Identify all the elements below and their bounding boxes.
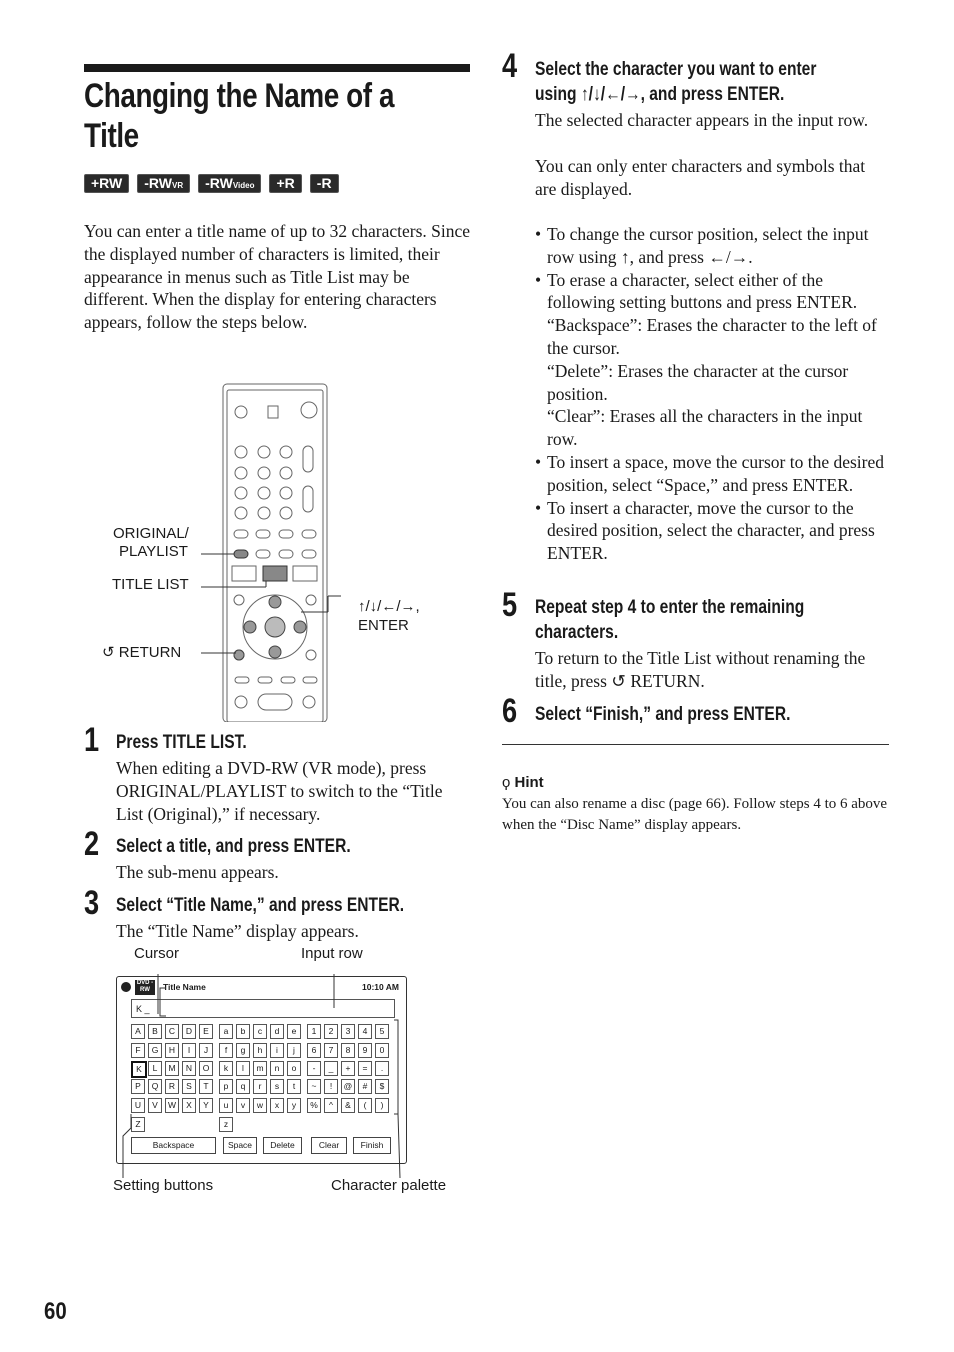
palette-key[interactable]: k [219, 1061, 233, 1076]
palette-key[interactable]: Z [131, 1117, 145, 1132]
step-5-heading-line2: characters. [535, 622, 619, 643]
palette-key[interactable]: 0 [375, 1043, 389, 1058]
palette-key[interactable]: D [182, 1024, 196, 1039]
palette-key[interactable]: 7 [324, 1043, 338, 1058]
delete-button[interactable]: Delete [263, 1137, 302, 1154]
palette-key[interactable]: # [358, 1079, 372, 1094]
palette-key[interactable]: d [270, 1024, 284, 1039]
palette-key[interactable]: I [182, 1043, 196, 1058]
palette-key[interactable]: ^ [324, 1098, 338, 1113]
palette-key[interactable]: 5 [375, 1024, 389, 1039]
palette-key[interactable]: f [219, 1043, 233, 1058]
label-title-list: TITLE LIST [112, 576, 189, 593]
palette-key[interactable]: g [236, 1043, 250, 1058]
palette-key[interactable]: q [236, 1079, 250, 1094]
step-4-number: 4 [502, 47, 518, 85]
backspace-button[interactable]: Backspace [131, 1137, 216, 1154]
palette-key[interactable]: w [253, 1098, 267, 1113]
step-6-number: 6 [502, 692, 518, 730]
label-setting-buttons: Setting buttons [113, 1177, 214, 1194]
label-cursor: Cursor [134, 945, 180, 962]
palette-key[interactable]: N [182, 1061, 196, 1076]
badge-plus-r: +R [269, 174, 301, 193]
palette-key[interactable]: l [236, 1061, 250, 1076]
dvd-rw-icon: DVD -RW [136, 980, 154, 993]
step-1-heading: Press TITLE LIST. [116, 732, 247, 753]
label-input-row: Input row [301, 945, 363, 962]
palette-key[interactable]: S [182, 1079, 196, 1094]
intro-paragraph: You can enter a title name of up to 32 characters. Since the displayed number of characters is limited, their appearance in menus such as Title List may be different. When the display for entering characters appears, follow the steps below. [84, 221, 471, 333]
palette-key[interactable]: u [219, 1098, 233, 1113]
return-icon: ↺ [102, 644, 119, 661]
palette-key[interactable]: ( [358, 1098, 372, 1113]
palette-key[interactable]: h [253, 1043, 267, 1058]
badge-plus-rw: +RW [84, 174, 129, 193]
title-rule [84, 64, 470, 72]
palette-key[interactable]: V [148, 1098, 162, 1113]
palette-key[interactable]: F [131, 1043, 145, 1058]
note-delete: “Delete”: Erases the character at the cursor position. [547, 360, 849, 404]
palette-key[interactable]: e [287, 1024, 301, 1039]
palette-key[interactable]: o [287, 1061, 301, 1076]
palette-key[interactable]: 3 [341, 1024, 355, 1039]
palette-key[interactable]: = [358, 1061, 372, 1076]
palette-key[interactable]: 2 [324, 1024, 338, 1039]
palette-key[interactable]: s [270, 1079, 284, 1094]
palette-key[interactable]: M [165, 1061, 179, 1076]
hint-body: You can also rename a disc (page 66). Follow steps 4 to 6 above when the “Disc Name” display appears. [502, 796, 888, 833]
palette-key[interactable]: K [131, 1061, 147, 1078]
label-enter: ENTER [358, 617, 409, 634]
label-playlist: PLAYLIST [119, 543, 188, 560]
step-5-body: To return to the Title List without renaming the title, press ↺ RETURN. [535, 648, 866, 691]
palette-key[interactable]: @ [341, 1079, 355, 1094]
label-arrows: ↑/↓/←/→, [358, 598, 420, 615]
palette-key[interactable]: z [219, 1117, 233, 1132]
palette-key[interactable]: H [165, 1043, 179, 1058]
finish-button[interactable]: Finish [353, 1137, 391, 1154]
palette-key[interactable]: U [131, 1098, 145, 1113]
palette-key[interactable]: _ [324, 1061, 338, 1076]
palette-key[interactable]: X [182, 1098, 196, 1113]
step-2-body: The sub-menu appears. [116, 862, 279, 882]
screen-title: Title Name [163, 982, 206, 992]
screen-callouts [110, 960, 410, 1190]
palette-key[interactable]: - [307, 1061, 321, 1076]
palette-key[interactable]: R [165, 1079, 179, 1094]
badge-minus-rw-vr: -RWVR [137, 174, 190, 193]
badge-minus-r: -R [310, 174, 339, 193]
palette-key[interactable]: n [270, 1061, 284, 1076]
step-2-heading: Select a title, and press ENTER. [116, 836, 351, 857]
palette-key[interactable]: ~ [307, 1079, 321, 1094]
palette-key[interactable]: m [253, 1061, 267, 1076]
palette-key[interactable]: i [270, 1043, 284, 1058]
bullet-erase: • To erase a character, select either of the following setting buttons and press ENTER. “Backspace”: Erases the character to the left of the cursor. “Delete”: Erases the character at the cursor position. “Clear”: Erases all the characters in the input row. [535, 269, 889, 451]
step-3-number: 3 [84, 884, 100, 922]
page-title: Changing the Name of a Title [84, 77, 395, 155]
clear-button[interactable]: Clear [311, 1137, 347, 1154]
step-3-heading: Select “Title Name,” and press ENTER. [116, 895, 405, 916]
palette-key[interactable]: j [287, 1043, 301, 1058]
label-original: ORIGINAL/ [113, 525, 189, 542]
screen-clock: 10:10 AM [361, 982, 399, 992]
step-5-number: 5 [502, 586, 518, 624]
palette-key[interactable]: P [131, 1079, 145, 1094]
label-character-palette: Character palette [331, 1177, 447, 1194]
palette-key[interactable]: C [165, 1024, 179, 1039]
bullet-cursor-position: • To change the cursor position, select the input row using ↑, and press ←/→. [535, 223, 889, 269]
hint-divider [502, 744, 889, 745]
step-4-body-2: You can only enter characters and symbols that are displayed. [535, 156, 866, 199]
palette-key[interactable]: + [341, 1061, 355, 1076]
hint-heading: ϙ Hint [502, 774, 544, 791]
palette-key[interactable]: v [236, 1098, 250, 1113]
badge-minus-rw-video: -RWVideo [198, 174, 261, 193]
step-2-number: 2 [84, 825, 100, 863]
palette-key[interactable]: % [307, 1098, 321, 1113]
note-backspace: “Backspace”: Erases the character to the left of the cursor. [547, 315, 877, 358]
palette-key[interactable]: 1 [307, 1024, 321, 1039]
palette-key[interactable]: . [375, 1061, 389, 1076]
step-4-bullets [535, 223, 889, 565]
palette-key[interactable]: $ [375, 1079, 389, 1094]
palette-key[interactable]: r [253, 1079, 267, 1094]
palette-key[interactable]: L [148, 1061, 162, 1076]
step-4-heading-line2: using ↑/↓/←/→, and press ENTER. [535, 84, 785, 105]
palette-key[interactable]: 6 [307, 1043, 321, 1058]
palette-key[interactable]: a [219, 1024, 233, 1039]
space-button[interactable]: Space [223, 1137, 257, 1154]
palette-key[interactable]: c [253, 1024, 267, 1039]
palette-key[interactable]: ! [324, 1079, 338, 1094]
step-4-body-1: The selected character appears in the input row. [535, 110, 869, 130]
palette-key[interactable]: Y [199, 1098, 213, 1113]
palette-key[interactable]: p [219, 1079, 233, 1094]
step-1-number: 1 [84, 721, 100, 759]
palette-key[interactable]: W [165, 1098, 179, 1113]
palette-key[interactable]: T [199, 1079, 213, 1094]
palette-key[interactable]: t [287, 1079, 301, 1094]
step-5-heading-line1: Repeat step 4 to enter the remaining [535, 597, 805, 618]
palette-key[interactable]: & [341, 1098, 355, 1113]
lightbulb-icon: ϙ [502, 774, 515, 791]
palette-key[interactable]: O [199, 1061, 213, 1076]
label-return: ↺ RETURN [102, 644, 182, 661]
step-4-heading-line1: Select the character you want to enter [535, 59, 817, 80]
palette-key[interactable]: B [148, 1024, 162, 1039]
palette-key[interactable]: b [236, 1024, 250, 1039]
palette-key[interactable]: 4 [358, 1024, 372, 1039]
disc-badges [84, 174, 339, 193]
step-6-heading: Select “Finish,” and press ENTER. [535, 704, 791, 725]
note-clear: “Clear”: Erases all the characters in the input row. [547, 406, 863, 450]
palette-key[interactable]: ) [375, 1098, 389, 1113]
bullet-space: • To insert a space, move the cursor to the desired position, select “Space,” and press ENTER. [535, 451, 889, 497]
palette-key[interactable]: E [199, 1024, 213, 1039]
palette-key[interactable]: A [131, 1024, 145, 1039]
palette-key[interactable]: 9 [358, 1043, 372, 1058]
palette-key[interactable]: G [148, 1043, 162, 1058]
palette-key[interactable]: Q [148, 1079, 162, 1094]
input-row[interactable]: K _ [131, 999, 395, 1018]
palette-key[interactable]: y [287, 1098, 301, 1113]
step-1-body: When editing a DVD-RW (VR mode), press ORIGINAL/PLAYLIST to switch to the “Title List (Original),” if necessary. [116, 758, 443, 824]
palette-key[interactable]: J [199, 1043, 213, 1058]
step-3-body: The “Title Name” display appears. [116, 921, 359, 941]
palette-key[interactable]: 8 [341, 1043, 355, 1058]
palette-key[interactable]: x [270, 1098, 284, 1113]
bullet-insert: • To insert a character, move the cursor to the desired position, select the character, and press ENTER. [535, 497, 889, 565]
page-number: 60 [44, 1298, 67, 1325]
